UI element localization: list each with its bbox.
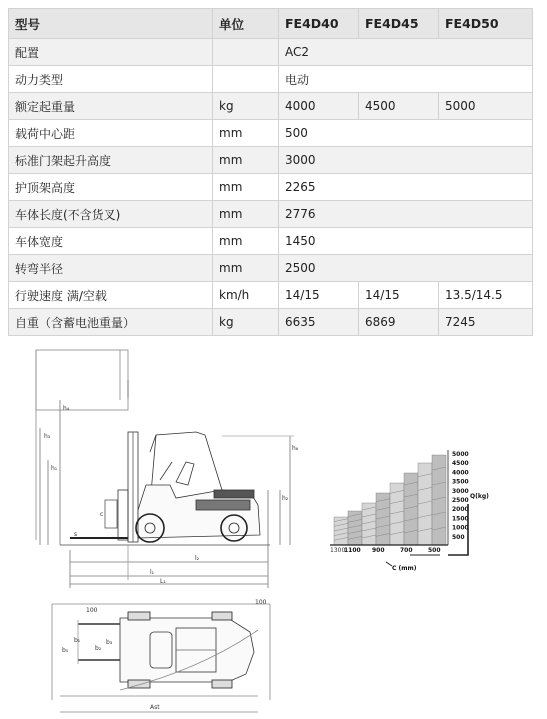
row-value-all-models: 2500: [279, 255, 533, 282]
load-bar: [376, 493, 390, 545]
row-unit: mm: [213, 147, 279, 174]
row-value-model-2: 4500: [359, 93, 439, 120]
row-label: 标准门架起升高度: [9, 147, 213, 174]
dim-label-h3: h₃: [44, 433, 51, 440]
load-chart-x-ticks: [344, 547, 441, 554]
table-row: [9, 255, 533, 282]
dim-label-100-right: 100: [255, 599, 267, 606]
row-label: 车体长度(不含货叉): [9, 201, 213, 228]
dim-label-ast: Ast: [150, 704, 160, 711]
dim-label-c: c: [100, 511, 104, 518]
header-model-fe4d50: FE4D50: [439, 9, 533, 39]
row-unit: mm: [213, 201, 279, 228]
row-unit: mm: [213, 174, 279, 201]
table-row: [9, 147, 533, 174]
load-chart-y-tick: 5000: [452, 451, 469, 458]
load-chart-y-tick: 1500: [452, 515, 469, 523]
row-value-all-models: 500: [279, 120, 533, 147]
row-value-model-2: 14/15: [359, 282, 439, 309]
table-row: [9, 66, 533, 93]
load-chart-x-start: 1300: [330, 547, 346, 554]
load-chart-y-tick: 3500: [452, 478, 469, 486]
row-value-all-models: 3000: [279, 147, 533, 174]
load-capacity-chart: [330, 450, 489, 572]
load-chart-y-label: Q(kg): [470, 493, 489, 500]
row-label: 载荷中心距: [9, 120, 213, 147]
load-chart-y-tick: 500: [452, 533, 465, 541]
load-chart-y-tick: 1000: [452, 524, 469, 532]
row-value-model-3: 13.5/14.5: [439, 282, 533, 309]
forklift-top-view: [52, 599, 270, 712]
dim-label-h1: h₁: [51, 465, 58, 472]
row-value-all-models: 2776: [279, 201, 533, 228]
table-row: [9, 120, 533, 147]
row-unit: mm: [213, 255, 279, 282]
row-label: 额定起重量: [9, 93, 213, 120]
load-chart-y-ticks: [452, 451, 469, 541]
table-header-row: [9, 9, 533, 39]
dim-label-b3: b₃: [106, 639, 113, 646]
dim-label-s: s: [74, 531, 78, 538]
row-label: 自重（含蓄电池重量）: [9, 309, 213, 336]
load-chart-y-tick: 3000: [452, 487, 469, 495]
row-value-model-3: 7245: [439, 309, 533, 336]
dim-label-h2: h₂: [282, 495, 289, 502]
load-chart-x-tick: 900: [372, 547, 385, 554]
load-bars: [334, 455, 446, 545]
load-chart-x-tick: 700: [400, 547, 413, 554]
table-row: [9, 39, 533, 66]
row-unit: kg: [213, 93, 279, 120]
load-chart-y-tick: 2000: [452, 506, 469, 514]
header-model: 型号: [9, 9, 213, 39]
header-model-fe4d40: FE4D40: [279, 9, 359, 39]
load-chart-x-tick: 1100: [344, 547, 361, 554]
row-label: 配置: [9, 39, 213, 66]
dim-label-l1: l₁: [150, 569, 155, 576]
row-unit: [213, 39, 279, 66]
diagrams-area: [0, 340, 547, 719]
row-value-model-1: 6635: [279, 309, 359, 336]
row-unit: kg: [213, 309, 279, 336]
row-value-model-1: 14/15: [279, 282, 359, 309]
table-row: [9, 282, 533, 309]
row-unit: km/h: [213, 282, 279, 309]
table-row: [9, 309, 533, 336]
load-chart-x-label: C (mm): [392, 565, 417, 572]
row-unit: mm: [213, 228, 279, 255]
row-value-all-models: 2265: [279, 174, 533, 201]
header-unit: 单位: [213, 9, 279, 39]
row-value-all-models: 1450: [279, 228, 533, 255]
load-bar: [404, 473, 418, 545]
dim-label-l2: l₂: [195, 555, 200, 562]
header-model-fe4d45: FE4D45: [359, 9, 439, 39]
load-chart-y-tick: 4000: [452, 469, 469, 477]
load-bar: [390, 483, 404, 545]
spec-table-body: [9, 39, 533, 336]
forklift-diagrams: [0, 340, 547, 719]
row-value-model-1: 4000: [279, 93, 359, 120]
dim-label-b5: b₅: [62, 647, 69, 654]
row-unit: [213, 66, 279, 93]
row-unit: mm: [213, 120, 279, 147]
dim-label-h6: h₆: [292, 445, 299, 452]
forklift-side-view: [36, 350, 299, 588]
dim-label-b2: b₂: [95, 645, 102, 652]
spec-table: [8, 8, 533, 336]
table-row: [9, 201, 533, 228]
row-label: 车体宽度: [9, 228, 213, 255]
row-label: 护顶架高度: [9, 174, 213, 201]
dim-label-100-left: 100: [86, 607, 98, 614]
row-value-model-2: 6869: [359, 309, 439, 336]
row-value-all-models: 电动: [279, 66, 533, 93]
row-label: 动力类型: [9, 66, 213, 93]
table-row: [9, 174, 533, 201]
row-label: 行驶速度 满/空载: [9, 282, 213, 309]
table-row: [9, 93, 533, 120]
dim-label-b1: b₁: [74, 637, 81, 644]
dim-label-h4: h₄: [63, 405, 70, 412]
table-row: [9, 228, 533, 255]
load-chart-y-tick: 2500: [452, 497, 469, 504]
dim-label-L1: L₁: [160, 578, 166, 585]
row-label: 转弯半径: [9, 255, 213, 282]
row-value-all-models: AC2: [279, 39, 533, 66]
row-value-model-3: 5000: [439, 93, 533, 120]
load-chart-x-tick: 500: [428, 547, 441, 554]
load-chart-y-tick: 4500: [452, 460, 469, 468]
